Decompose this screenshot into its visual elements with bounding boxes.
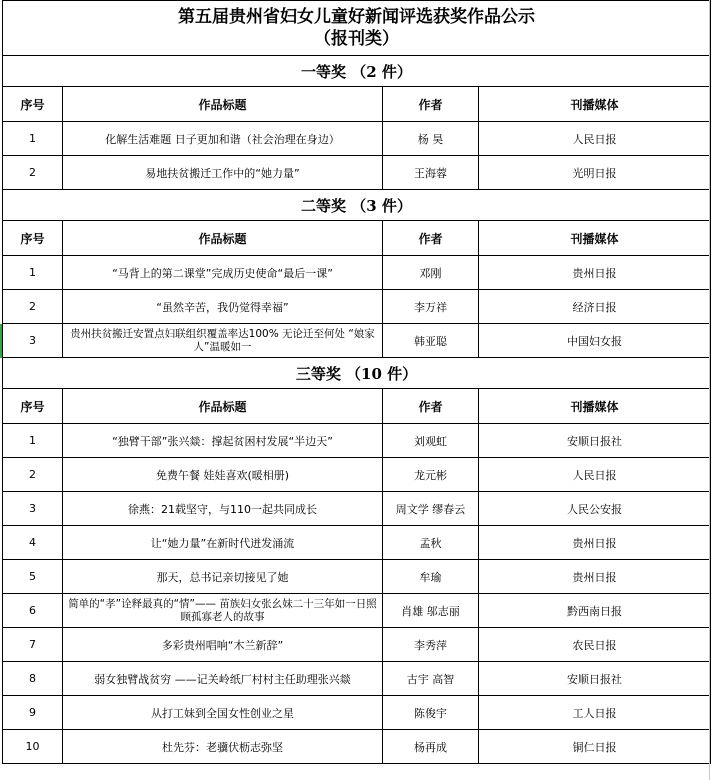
table-row <box>3 560 711 594</box>
cell-author[interactable]: 杨再成 <box>383 730 479 764</box>
cell-title[interactable]: “独臂干部”张兴燚：撑起贫困村发展“半边天” <box>63 424 383 458</box>
header-title[interactable]: 作品标题 <box>63 389 383 424</box>
page-title-line1: 第五届贵州省妇女儿童好新闻评选获奖作品公示 <box>178 7 535 27</box>
header-index[interactable]: 序号 <box>3 389 63 424</box>
cell-media[interactable]: 农民日报 <box>479 628 711 662</box>
cell-title[interactable]: 从打工妹到全国女性创业之星 <box>63 696 383 730</box>
cell-title[interactable]: 免费午餐 娃娃喜欢(暖相册) <box>63 458 383 492</box>
table-row <box>3 156 711 190</box>
column-header-row <box>3 389 711 424</box>
cell-media[interactable]: 工人日报 <box>479 696 711 730</box>
table-row <box>3 526 711 560</box>
table-row <box>3 696 711 730</box>
cell-media[interactable]: 贵州日报 <box>479 526 711 560</box>
cell-title[interactable]: 易地扶贫搬迁工作中的“她力量” <box>63 156 383 190</box>
header-title[interactable]: 作品标题 <box>63 87 383 122</box>
cell-media[interactable]: 安顺日报社 <box>479 662 711 696</box>
header-author[interactable]: 作者 <box>383 389 479 424</box>
cell-media[interactable]: 贵州日报 <box>479 256 711 290</box>
column-edge <box>709 0 710 780</box>
cell-media[interactable]: 人民公安报 <box>479 492 711 526</box>
cell-media[interactable]: 铜仁日报 <box>479 730 711 764</box>
award-section-heading <box>3 190 711 221</box>
cell-title[interactable]: 杜先芬：老骥伏枥志弥坚 <box>63 730 383 764</box>
table-row <box>3 424 711 458</box>
page-title-line2: （报刊类） <box>314 29 399 49</box>
cell-index[interactable]: 2 <box>3 290 63 324</box>
header-title[interactable]: 作品标题 <box>63 221 383 256</box>
award-section-heading <box>3 358 711 389</box>
header-author[interactable]: 作者 <box>383 87 479 122</box>
awards-table <box>2 0 711 764</box>
header-author[interactable]: 作者 <box>383 221 479 256</box>
cell-author[interactable]: 杨 昊 <box>383 122 479 156</box>
cell-media[interactable]: 人民日报 <box>479 458 711 492</box>
cell-index[interactable]: 6 <box>3 594 63 628</box>
cell-index[interactable]: 2 <box>3 156 63 190</box>
header-index[interactable]: 序号 <box>3 87 63 122</box>
cell-index[interactable]: 2 <box>3 458 63 492</box>
cell-index[interactable]: 3 <box>3 492 63 526</box>
cell-media[interactable]: 安顺日报社 <box>479 424 711 458</box>
cell-title[interactable]: 贵州扶贫搬迁安置点妇联组织覆盖率达100% 无论迁至何处 “娘家人”温暖如一 <box>63 324 383 358</box>
cell-author[interactable]: 刘观虹 <box>383 424 479 458</box>
cell-index[interactable]: 1 <box>3 424 63 458</box>
column-header-row <box>3 87 711 122</box>
table-row <box>3 256 711 290</box>
cell-media[interactable]: 人民日报 <box>479 122 711 156</box>
award-section-heading <box>3 56 711 87</box>
cell-author[interactable]: 龙元彬 <box>383 458 479 492</box>
cell-index[interactable]: 4 <box>3 526 63 560</box>
cell-media[interactable]: 黔西南日报 <box>479 594 711 628</box>
cell-index[interactable]: 5 <box>3 560 63 594</box>
cell-title[interactable]: 化解生活难题 日子更加和谐（社会治理在身边） <box>63 122 383 156</box>
cell-index[interactable]: 3 <box>3 324 63 358</box>
section-heading-cell[interactable]: 一等奖 （2 件） <box>3 56 711 87</box>
cell-author[interactable]: 王海蓉 <box>383 156 479 190</box>
cell-author[interactable]: 古宇 高智 <box>383 662 479 696</box>
cell-author[interactable]: 周文学 缪春云 <box>383 492 479 526</box>
cell-author[interactable]: 肖雄 邬志丽 <box>383 594 479 628</box>
cell-title[interactable]: “马背上的第二课堂”完成历史使命“最后一课” <box>63 256 383 290</box>
cell-title[interactable]: 徐燕：21载坚守，与110一起共同成长 <box>63 492 383 526</box>
cell-index[interactable]: 10 <box>3 730 63 764</box>
page-title[interactable] <box>3 1 711 56</box>
header-media[interactable]: 刊播媒体 <box>479 87 711 122</box>
table-row <box>3 324 711 358</box>
selected-row-marker <box>0 324 2 358</box>
table-row <box>3 290 711 324</box>
header-media[interactable]: 刊播媒体 <box>479 389 711 424</box>
title-row <box>3 1 711 56</box>
cell-index[interactable]: 1 <box>3 256 63 290</box>
section-heading-cell[interactable]: 二等奖 （3 件） <box>3 190 711 221</box>
table-row <box>3 730 711 764</box>
column-header-row <box>3 221 711 256</box>
cell-media[interactable]: 贵州日报 <box>479 560 711 594</box>
cell-title[interactable]: 那天，总书记亲切接见了她 <box>63 560 383 594</box>
table-row <box>3 594 711 628</box>
cell-author[interactable]: 孟秋 <box>383 526 479 560</box>
table-row <box>3 458 711 492</box>
cell-author[interactable]: 李秀萍 <box>383 628 479 662</box>
cell-title[interactable]: 弱女独臂战贫穷 ——记关岭纸厂村村主任助理张兴燚 <box>63 662 383 696</box>
cell-title[interactable]: 多彩贵州唱响“木兰新辞” <box>63 628 383 662</box>
cell-index[interactable]: 8 <box>3 662 63 696</box>
table-row <box>3 492 711 526</box>
table-row <box>3 122 711 156</box>
cell-media[interactable]: 经济日报 <box>479 290 711 324</box>
cell-media[interactable]: 中国妇女报 <box>479 324 711 358</box>
table-row <box>3 662 711 696</box>
table-row <box>3 628 711 662</box>
section-heading-cell[interactable]: 三等奖 （10 件） <box>3 358 711 389</box>
cell-title[interactable]: 让“她力量”在新时代迸发涌流 <box>63 526 383 560</box>
header-index[interactable]: 序号 <box>3 221 63 256</box>
cell-index[interactable]: 7 <box>3 628 63 662</box>
cell-index[interactable]: 1 <box>3 122 63 156</box>
cell-media[interactable]: 光明日报 <box>479 156 711 190</box>
cell-index[interactable]: 9 <box>3 696 63 730</box>
cell-author[interactable]: 牟瑜 <box>383 560 479 594</box>
cell-author[interactable]: 韩亚聪 <box>383 324 479 358</box>
cell-author[interactable]: 李万祥 <box>383 290 479 324</box>
header-media[interactable]: 刊播媒体 <box>479 221 711 256</box>
cell-title[interactable]: “虽然辛苦，我仍觉得幸福” <box>63 290 383 324</box>
cell-author[interactable]: 邓刚 <box>383 256 479 290</box>
cell-title[interactable]: 简单的“孝”诠释最真的“情”—— 苗族妇女张幺妹二十三年如一日照顾孤寡老人的故事 <box>63 594 383 628</box>
cell-author[interactable]: 陈俊宇 <box>383 696 479 730</box>
